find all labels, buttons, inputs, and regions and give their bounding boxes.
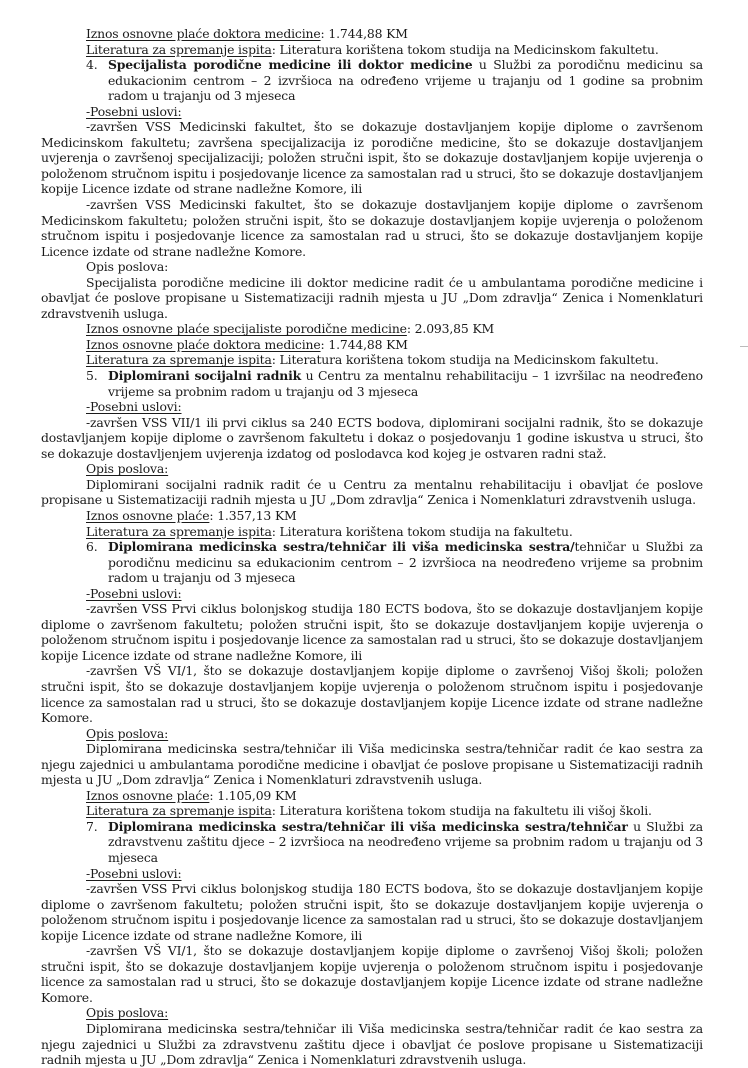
literature-line: Literatura za spremanje ispita: Literatura korištena tokom studija na fakultetu.: [86, 523, 573, 539]
salary-line: Iznos osnovne plaće doktora medicine: 1.744,88 KM: [86, 26, 408, 41]
literature-line: Literatura za spremanje ispita: Literatura korištena tokom studija na Medicinskom fakultetu.: [86, 352, 659, 368]
position-item: 5. Diplomirani socijalni radnik u Centru za mentalnu rehabilitaciju – 1 izvršilac na neodređeno vrijeme sa probnim radom u trajanju od 3 mjeseca: [86, 368, 703, 399]
job-description-text: Diplomirana medicinska sestra/tehničar ili Viša medicinska sestra/tehničar radit će kao sestra za njegu zajednici u ambulantama porodične medicine i obavljat će poslove propisane u Sistematizaciji radnih mjesta u JU „Dom zdravlja“ Zenica i Nomenklaturi zdravstvenih usluga.: [41, 741, 703, 788]
position-item: 6. Diplomirana medicinska sestra/tehničar ili viša medicinska sestra/tehničar u Službi za porodičnu medicinu sa edukacionim centrom – 2 izvršioca na neodređeno vrijeme sa probnim radom u trajanju od 3 mjeseca: [86, 539, 703, 586]
job-description-heading: Opis poslova:: [86, 725, 169, 741]
position-item: 7. Diplomirana medicinska sestra/tehničar ili viša medicinska sestra/tehničar u Službi za zdravstvenu zaštitu djece – 2 izvršioca na neodređeno vrijeme sa probnim radom u trajanju od 3 mjeseca: [86, 818, 704, 865]
requirements-heading: -Posebni uslovi:: [86, 585, 182, 601]
literature-line: Literatura za spremanje ispita: Literatura korištena tokom studija na fakultetu ili višoj školi.: [86, 803, 652, 819]
literature-line: Literatura za spremanje ispita: Literatura korištena tokom studija na Medicinskom fakultetu.: [86, 41, 659, 57]
position-title: Diplomirana medicinska sestra/tehničar ili viša medicinska sestra/: [108, 539, 575, 555]
salary-line: Iznos osnovne plaće: 1.357,13 KM: [86, 507, 297, 523]
document-page: [41, 26, 703, 1068]
requirement-text: -završen VŠ VI/1, što se dokazuje dostavljanjem kopije diplome o završenoj Višoj školi; položen stručni ispit, što se dokazuje dostavljanjem kopije uvjerenja o položenom stručnom ispitu i posjedovanje licence za samostalan rad u struci, što se dokazuje dostavljanjem kopije Licence izdate od strane nadležne Komore.: [41, 943, 703, 1005]
job-description-heading: Opis poslova:: [86, 1005, 169, 1021]
position-title: Diplomirana medicinska sestra/tehničar ili viša medicinska sestra/tehničar: [108, 818, 628, 834]
salary-line: Iznos osnovne plaće doktora medicine: 1.744,88 KM: [86, 336, 408, 352]
job-description-heading: Opis poslova:: [86, 461, 169, 477]
salary-line: Iznos osnovne plaće specijaliste porodične medicine: 2.093,85 KM: [86, 321, 495, 337]
job-description-heading: Opis poslova:: [86, 259, 169, 275]
requirement-text: -završen VSS VII/1 ili prvi ciklus sa 240 ECTS bodova, diplomirani socijalni radnik, što se dokazuje dostavljanjem kopije diplome o završenom fakultetu i dokaz o posjedovanju 1 godine iskustva u struci, što se dokazuje dostavljenjem uvjerenja izdatog od poslodavca kod kojeg je ostvaren radni staž.: [41, 414, 703, 461]
scan-artifact: [740, 346, 748, 347]
job-description-text: Specijalista porodične medicine ili doktor medicine radit će u ambulantama porodične medicine i obavljat će poslove propisane u Sistematizaciji radnih mjesta u JU „Dom zdravlja“ Zenica i Nomenklaturi zdravstvenih usluga.: [41, 274, 703, 321]
requirement-text: -završen VSS Prvi ciklus bolonjskog studija 180 ECTS bodova, što se dokazuje dostavljanjem kopije diplome o završenom fakultetu; položen stručni ispit, što se dokazuje dostavljanjem kopije uvjerenja o položenom stručnom ispitu i posjedovanje licence za samostalan rad u struci, što se dokazuje dostavljanjem kopije Licence izdate od strane nadležne Komore, ili: [41, 881, 703, 943]
job-description-text: Diplomirana medicinska sestra/tehničar ili Viša medicinska sestra/tehničar radit će kao sestra za njegu zajednici u Službi za zdravstvenu zaštitu djece i obavljat će poslove propisane u Sistematizaciji radnih mjesta u JU „Dom zdravlja“ Zenica i Nomenklaturi zdravstvenih usluga.: [41, 1021, 703, 1068]
salary-line: Iznos osnovne plaće: 1.105,09 KM: [86, 787, 297, 803]
requirements-heading: -Posebni uslovi:: [86, 399, 182, 415]
requirement-text: -završen VSS Prvi ciklus bolonjskog studija 180 ECTS bodova, što se dokazuje dostavljanjem kopije diplome o završenom fakultetu; položen stručni ispit, što se dokazuje dostavljanjem kopije uvjerenja o položenom stručnom ispitu i posjedovanje licence za samostalan rad u struci, što se dokazuje dostavljanjem kopije Licence izdate od strane nadležne Komore, ili: [41, 601, 703, 663]
position-item: 4. Specijalista porodične medicine ili doktor medicine u Službi za porodičnu medicinu sa edukacionim centrom – 2 izvršioca na određeno vrijeme u trajanju od 1 godine sa probnim radom u trajanju od 3 mjeseca: [86, 57, 704, 104]
requirement-text: -završen VSS Medicinski fakultet, što se dokazuje dostavljanjem kopije diplome o završenom Medicinskom fakultetu; položen stručni ispit, što se dokazuje dostavljanjem kopije uvjerenja o položenom stručnom ispitu i posjedovanje licence za samostalan rad u struci, što se dokazuje dostavljanjem kopije Licence izdate od strane nadležne Komore.: [41, 197, 703, 259]
requirements-heading: -Posebni uslovi:: [86, 103, 182, 119]
position-title: Diplomirani socijalni radnik: [108, 368, 302, 384]
job-description-text: Diplomirani socijalni radnik radit će u Centru za mentalnu rehabilitaciju i obavljat će poslove propisane u Sistematizaciji radnih mjesta u JU „Dom zdravlja“ Zenica i Nomenklaturi zdravstvenih usluga.: [41, 476, 703, 508]
requirement-text: -završen VSS Medicinski fakultet, što se dokazuje dostavljanjem kopije diplome o završenom Medicinskom fakultetu; završena specijalizacija iz porodične medicine, što se dokazuje dostavljanjem uvjerenja o završenoj specijalizaciji; položen stručni ispit, što se dokazuje dostavljanjem kopije uvjerenja o položenom stručnom ispitu i posjedovanje licence za samostalan rad u struci, što se dokazuje dostavljanjem kopije Licence izdate od strane nadležne Komore, ili: [41, 119, 703, 197]
requirement-text: -završen VŠ VI/1, što se dokazuje dostavljanjem kopije diplome o završenoj Višoj školi; položen stručni ispit, što se dokazuje dostavljanjem kopije uvjerenja o položenom stručnom ispitu i posjedovanje licence za samostalan rad u struci, što se dokazuje dostavljanjem kopije Licence izdate od strane nadležne Komore.: [41, 663, 703, 726]
position-title: Specijalista porodične medicine ili doktor medicine: [108, 57, 473, 73]
requirements-heading: -Posebni uslovi:: [86, 865, 182, 881]
